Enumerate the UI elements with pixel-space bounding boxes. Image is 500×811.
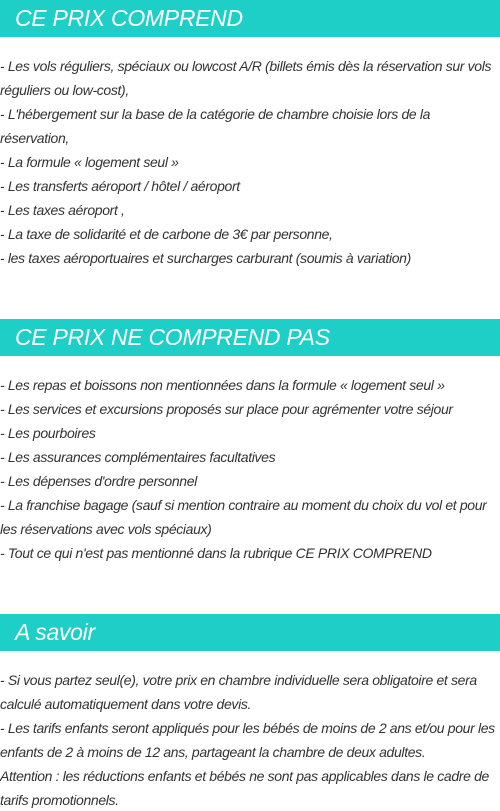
list-item: - La formule « logement seul » (0, 154, 179, 170)
list-item: - Les taxes aéroport , (0, 202, 125, 218)
section-title-good-to-know: A savoir (0, 614, 500, 651)
list-item: - Si vous partez seul(e), votre prix en chambre individuelle sera obligatoire et sera calculé automatiquement dans votre devis. (0, 672, 477, 712)
list-item: - Tout ce qui n'est pas mentionné dans la rubrique CE PRIX COMPREND (0, 545, 432, 561)
section-title-included: CE PRIX COMPREND (0, 0, 500, 37)
section-body-not-included (0, 373, 500, 565)
list-item: - L'hébergement sur la base de la catégorie de chambre choisie lors de la réservation, (0, 106, 431, 146)
list-item: - La franchise bagage (sauf si mention contraire au moment du choix du vol et pour les réservations avec vols spéciaux) (0, 497, 487, 537)
list-item: Attention : les réductions enfants et bébés ne sont pas applicables dans le cadre de tarifs promotionnels. (0, 768, 489, 808)
list-item: - Les assurances complémentaires facultatives (0, 449, 276, 465)
section-body-good-to-know (0, 668, 500, 811)
list-item: - Les pourboires (0, 425, 96, 441)
list-item: - Les vols réguliers, spéciaux ou lowcost A/R (billets émis dès la réservation sur vols réguliers ou low-cost), (0, 58, 492, 98)
list-item: - Les dépenses d'ordre personnel (0, 473, 197, 489)
section-body-included (0, 54, 500, 270)
section-title-not-included: CE PRIX NE COMPREND PAS (0, 319, 500, 356)
list-item: - Les repas et boissons non mentionnées dans la formule « logement seul » (0, 377, 445, 393)
list-item: - La taxe de solidarité et de carbone de 3€ par personne, (0, 226, 333, 242)
list-item: - Les transferts aéroport / hôtel / aéroport (0, 178, 240, 194)
list-item: - Les services et excursions proposés sur place pour agrémenter votre séjour (0, 401, 453, 417)
list-item: - les taxes aéroportuaires et surcharges carburant (soumis à variation) (0, 250, 411, 266)
list-item: - Les tarifs enfants seront appliqués pour les bébés de moins de 2 ans et/ou pour les enfants de 2 à moins de 12 ans, partageant la chambre de deux adultes. (0, 720, 495, 760)
